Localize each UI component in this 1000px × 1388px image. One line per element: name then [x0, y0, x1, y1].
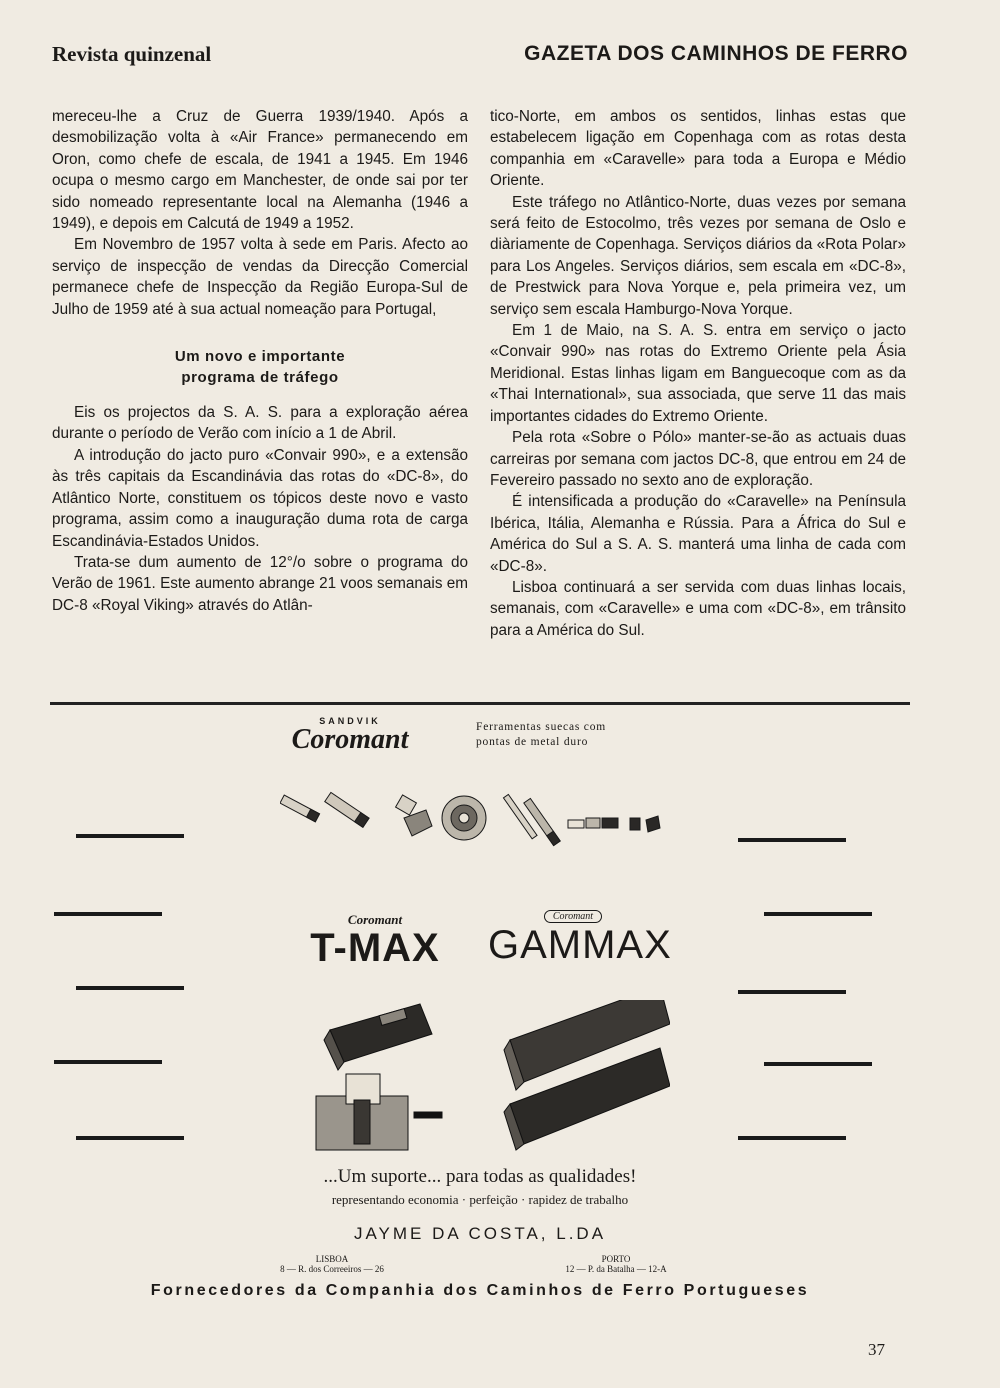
gammax-logo	[488, 906, 672, 967]
decorative-dash	[764, 912, 872, 916]
decorative-dash	[738, 838, 846, 842]
coromant-logo	[280, 716, 420, 754]
insert-icon	[630, 816, 660, 832]
article-paragraph: Eis os projectos da S. A. S. para a exploração aérea durante o período de Verão com início a 1 de Abril.	[52, 404, 468, 443]
address-city: LISBOA	[315, 1254, 349, 1264]
address-street: 12 — P. da Batalha — 12-A	[565, 1264, 667, 1274]
article-paragraph: Pela rota «Sobre o Pólo» manter-se-ão as actuais duas carreiras por semana com jactos DC-8, que entrou em 24 de Fevereiro passado no sexto ano de exploração.	[490, 429, 906, 489]
section-title-line: Um novo e importante	[174, 348, 346, 366]
article-paragraph: Em 1 de Maio, na S. A. S. entra em serviço o jacto «Convair 990» nas rotas do Extremo Oriente pela Ásia Meridional. Estas linhas ligam em Banguecoque com as da «Thai International», sua associada, que serve 11 das mais importantes cidades do Extremo Oriente.	[490, 322, 906, 425]
ad-tagline	[476, 720, 606, 750]
insert-icon	[568, 818, 618, 828]
article-paragraph: Lisboa continuará a ser servida com duas linhas locais, semanais, com «Caravelle» e uma com «DC-8», em trânsito para a América do Sul.	[490, 578, 906, 639]
article-paragraph: Este tráfego no Atlântico-Norte, duas vezes por semana será feito de Estocolmo, três vezes por semana de Oslo e diàriamente de Copenhaga. Serviços diários da «Rota Polar» para Los Angeles. Serviços diários, sem escala em «DC-8», de Prestwick para Nova Yorque e, pela primeira vez, um serviço sem escala Hamburgo-Nova Yorque.	[490, 193, 906, 318]
article-paragraph: tico-Norte, em ambos os sentidos, linhas estas que estabelecem ligação em Copenhaga com as rotas desta companhia em «Caravelle» para toda a Europa e Médio Oriente.	[490, 108, 906, 190]
tool-holders-illustration	[310, 1000, 670, 1160]
article-paragraph: A introdução do jacto puro «Convair 990», e a extensão às três capitais da Escandinávia das rotas do «DC-8», do Atlântico Norte, constituem os tópicos deste novo e vasto programa, assim como a inauguração duma rota de carga Escandinávia-Estados Unidos.	[52, 446, 468, 550]
article-right-column	[490, 106, 906, 641]
decorative-dash	[76, 986, 184, 990]
reamer-icon	[524, 798, 560, 845]
ad-tagline-line: pontas de metal duro	[476, 736, 589, 748]
tmax-brand-label: Coromant	[347, 912, 403, 927]
milling-cutter-icon	[396, 795, 432, 836]
page-number: 37	[868, 1340, 885, 1359]
tool-bit-icon	[280, 795, 320, 822]
decorative-dash	[76, 1136, 184, 1140]
tool-bit-icon	[325, 792, 369, 827]
address-porto	[536, 1254, 696, 1274]
magazine-title: GAZETA DOS CAMINHOS DE FERRO	[524, 42, 908, 65]
gammax-brand-label: Coromant	[544, 910, 602, 923]
ad-top-rule	[50, 702, 910, 705]
article-paragraph: mereceu-lhe a Cruz de Guerra 1939/1940. Após a desmobilização volta à «Air France» permanecendo em Oron, como chefe de escala, de 1941 a 1945. Em 1946 ocupa o mesmo cargo em Manchester, de onde sai por ter sido nomeado representante local na Alemanha (1946 a 1949), e depois em Calcutá de 1949 a 1952.	[52, 108, 468, 233]
article-paragraph: Trata-se dum aumento de 12°/o sobre o programa do Verão de 1961. Este aumento abrange 21 voos semanais em DC-8 «Royal Viking» através do Atlân-	[52, 553, 468, 614]
magazine-frequency: Revista quinzenal	[52, 42, 212, 66]
decorative-dash	[764, 1062, 872, 1066]
advertisement	[40, 700, 920, 1308]
supplier-statement: Fornecedores da Companhia dos Caminhos de Ferro Portugueses	[150, 1282, 810, 1299]
cutting-tools-illustration	[280, 788, 680, 858]
article-paragraph: É intensificada a produção do «Caravelle» na Península Ibérica, Itália, Alemanha e Rússia. Para a África do Sul e América do Sul a S. A. S. manterá uma linha de cada com «DC-8».	[490, 493, 906, 575]
ad-sub-slogan: representando economia · perfeição · rapidez de trabalho	[331, 1192, 629, 1207]
tmax-section-icon	[316, 1074, 442, 1150]
ad-slogan: ...Um suporte... para todas as qualidades!	[323, 1166, 637, 1187]
sandvik-label: SANDVIK	[319, 716, 381, 726]
gear-cutter-icon	[442, 796, 486, 840]
company-name: JAYME DA COSTA, L.DA	[353, 1224, 607, 1243]
address-street: 8 — R. dos Correeiros — 26	[280, 1264, 384, 1274]
article-paragraph: Em Novembro de 1957 volta à sede em Paris. Afecto ao serviço de inspecção de vendas da Direcção Comercial permanece chefe de Inspecção da Região Europa-Sul de Julho de 1959 até à sua actual nomeação para Portugal,	[52, 236, 468, 318]
section-title-line: programa de tráfego	[181, 369, 339, 387]
decorative-dash	[738, 1136, 846, 1140]
ad-tagline-line: Ferramentas suecas com	[476, 721, 606, 733]
page-header	[52, 42, 908, 72]
coromant-wordmark: Coromant	[291, 724, 409, 755]
decorative-dash	[76, 834, 184, 838]
address-lisboa	[252, 1254, 412, 1274]
tmax-holder-icon	[324, 1004, 432, 1070]
tmax-logo	[290, 912, 460, 968]
decorative-dash	[54, 1060, 162, 1064]
decorative-dash	[54, 912, 162, 916]
article-left-column	[52, 106, 468, 616]
decorative-dash	[738, 990, 846, 994]
address-city: PORTO	[601, 1254, 631, 1264]
gammax-wordmark: GAMMAX	[488, 923, 672, 967]
section-title	[52, 346, 468, 388]
tmax-wordmark: T-MAX	[310, 926, 440, 970]
